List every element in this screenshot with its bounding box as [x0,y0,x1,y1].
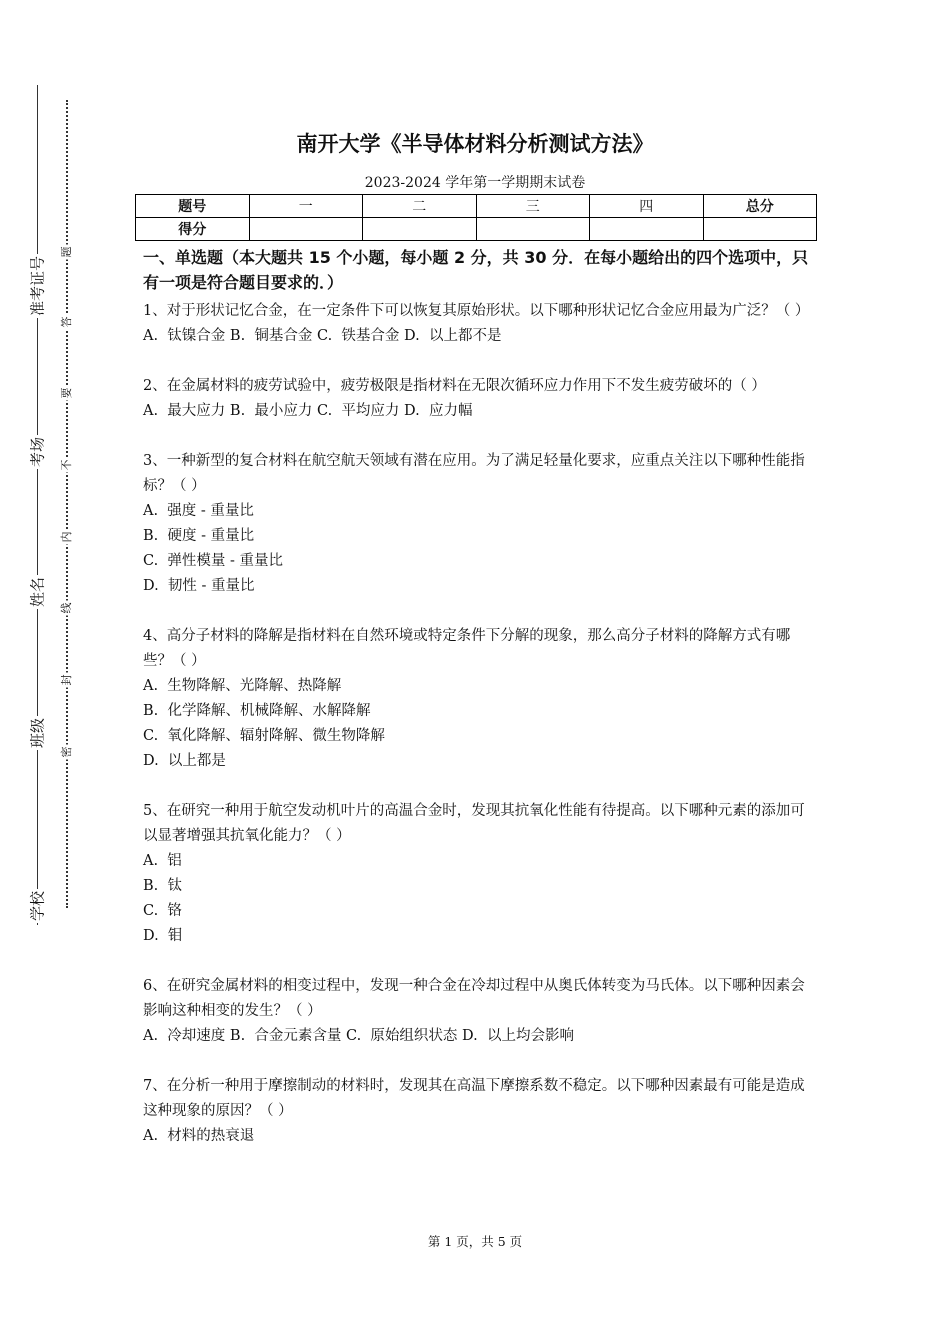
seal-char: 封 [60,674,73,686]
question-option: A. 铝 [143,853,182,869]
question-stem: 1、对于形状记忆合金，在一定条件下可以恢复其原始形状。以下哪种形状记忆合金应用最为广泛？（ ） [143,303,810,319]
binding-line-solid [37,85,38,925]
score-table [135,194,817,241]
seal-char: 答 [60,316,73,328]
score-row-label: 得分 [136,218,250,241]
section-heading: 一、单选题（本大题共 15 个小题，每小题 2 分，共 30 分．在每小题给出的四个选项中，只有一项是符合题目要求的．） [143,248,809,292]
question-option: D. 钼 [143,928,183,944]
score-header-cell: 题号 [136,195,250,218]
question-option: B. 钛 [143,878,182,894]
score-table-score-row [136,218,817,241]
binding-line-dotted [66,100,68,908]
score-cell[interactable] [249,218,363,241]
question-option: A. 强度 - 重量比 [143,503,254,519]
score-header-cell: 二 [363,195,477,218]
question-option: A. 生物降解、光降解、热降解 [143,678,342,694]
question-option: B. 硬度 - 重量比 [143,528,255,544]
question-4 [143,624,811,774]
question-1 [143,299,811,349]
question-list [143,245,811,1174]
question-options: A. 最大应力 B. 最小应力 C. 平均应力 D. 应力幅 [143,403,473,419]
question-option: C. 氧化降解、辐射降解、微生物降解 [143,728,385,744]
question-stem: 6、在研究金属材料的相变过程中，发现一种合金在冷却过程中从奥氏体转变为马氏体。以下哪种因素会影响这种相变的发生？（ ） [143,978,805,1019]
question-7 [143,1074,811,1149]
question-option: B. 化学降解、机械降解、水解降解 [143,703,371,719]
question-option: C. 铬 [143,903,182,919]
question-3 [143,449,811,599]
question-6 [143,974,811,1049]
score-header-cell: 一 [249,195,363,218]
question-stem: 7、在分析一种用于摩擦制动的材料时，发现其在高温下摩擦系数不稳定。以下哪种因素最有可能是造成这种现象的原因？（ ） [143,1078,805,1119]
score-cell[interactable] [363,218,477,241]
student-name-label: 姓名 [28,576,47,608]
score-header-cell: 总分 [703,195,817,218]
question-options: A. 钛镍合金 B. 铜基合金 C. 铁基合金 D. 以上都不是 [143,328,502,344]
question-option: C. 弹性模量 - 重量比 [143,553,284,569]
question-2 [143,374,811,424]
exam-subtitle: 2023-2024 学年第一学期期末试卷 [364,175,586,191]
seal-char: 要 [60,387,73,399]
school-label: 学校 [28,890,47,922]
exam-room-label: 考场 [28,436,47,468]
exam-id-label: 准考证号 [28,255,47,317]
class-label: 班级 [28,717,47,749]
seal-char: 内 [60,531,73,543]
score-header-cell: 三 [476,195,590,218]
seal-char: 线 [60,602,73,614]
question-5 [143,799,811,949]
seal-char: 密 [60,746,73,758]
question-options: A. 冷却速度 B. 合金元素含量 C. 原始组织状态 D. 以上均会影响 [143,1028,574,1044]
question-stem: 4、高分子材料的降解是指材料在自然环境或特定条件下分解的现象，那么高分子材料的降解方式有哪些？（ ） [143,628,791,669]
score-table-header-row [136,195,817,218]
question-stem: 2、在金属材料的疲劳试验中，疲劳极限是指材料在无限次循环应力作用下不发生疲劳破坏的（ ） [143,378,766,394]
question-stem: 5、在研究一种用于航空发动机叶片的高温合金时，发现其抗氧化性能有待提高。以下哪种元素的添加可以显著增强其抗氧化能力？（ ） [143,803,805,844]
question-stem: 3、一种新型的复合材料在航空航天领域有潜在应用。为了满足轻量化要求，应重点关注以下哪种性能指标？（ ） [143,453,805,494]
score-cell[interactable] [590,218,704,241]
question-option: D. 以上都是 [143,753,226,769]
question-option: D. 韧性 - 重量比 [143,578,255,594]
seal-char: 题 [60,246,73,258]
score-cell[interactable] [476,218,590,241]
question-option: A. 材料的热衰退 [143,1128,255,1144]
exam-title: 南开大学《半导体材料分析测试方法》 [296,132,654,156]
seal-char: 不 [60,459,73,471]
score-cell[interactable] [703,218,817,241]
page-number: 第 1 页，共 5 页 [427,1234,523,1249]
score-header-cell: 四 [590,195,704,218]
